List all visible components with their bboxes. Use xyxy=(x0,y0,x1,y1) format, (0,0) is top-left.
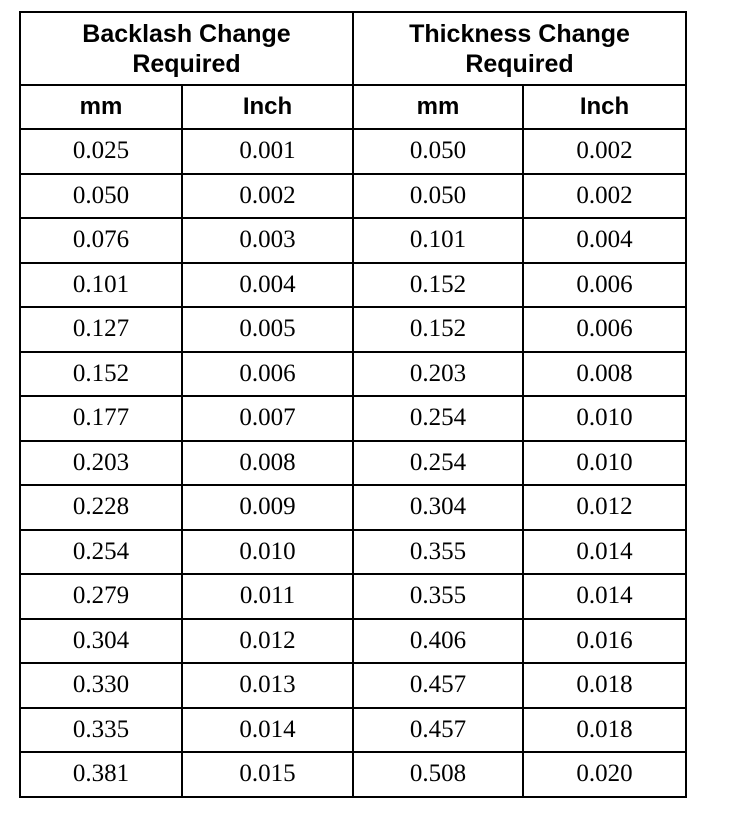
backlash-inch-cell: 0.011 xyxy=(182,574,353,619)
backlash-thickness-table xyxy=(19,11,687,798)
thickness-mm-cell: 0.304 xyxy=(353,485,523,530)
thickness-inch-cell: 0.010 xyxy=(523,396,686,441)
group-header-line: Backlash Change xyxy=(82,19,291,48)
thickness-inch-cell: 0.010 xyxy=(523,441,686,486)
thickness-inch-cell: 0.014 xyxy=(523,530,686,575)
thickness-mm-cell: 0.355 xyxy=(353,574,523,619)
table-row xyxy=(20,307,686,352)
table-row xyxy=(20,663,686,708)
group-header-row xyxy=(20,12,686,85)
group-header-line: Thickness Change xyxy=(409,19,630,48)
table-row xyxy=(20,396,686,441)
thickness-mm-cell: 0.050 xyxy=(353,174,523,219)
thickness-inch-cell: 0.008 xyxy=(523,352,686,397)
backlash-change-header xyxy=(20,12,353,85)
backlash-mm-cell: 0.127 xyxy=(20,307,182,352)
table-row xyxy=(20,530,686,575)
table-row xyxy=(20,619,686,664)
unit-header-row xyxy=(20,85,686,129)
backlash-mm-cell: 0.050 xyxy=(20,174,182,219)
backlash-inch-cell: 0.003 xyxy=(182,218,353,263)
thickness-inch-cell: 0.006 xyxy=(523,263,686,308)
thickness-mm-cell: 0.457 xyxy=(353,708,523,753)
table-body xyxy=(20,129,686,797)
unit-header-backlash-inch: Inch xyxy=(182,85,353,129)
table-row xyxy=(20,263,686,308)
thickness-change-header xyxy=(353,12,686,85)
table-row xyxy=(20,441,686,486)
backlash-inch-cell: 0.006 xyxy=(182,352,353,397)
backlash-inch-cell: 0.007 xyxy=(182,396,353,441)
backlash-mm-cell: 0.304 xyxy=(20,619,182,664)
thickness-inch-cell: 0.018 xyxy=(523,708,686,753)
thickness-inch-cell: 0.012 xyxy=(523,485,686,530)
thickness-mm-cell: 0.355 xyxy=(353,530,523,575)
backlash-inch-cell: 0.014 xyxy=(182,708,353,753)
table-row xyxy=(20,708,686,753)
thickness-inch-cell: 0.002 xyxy=(523,129,686,174)
thickness-mm-cell: 0.152 xyxy=(353,307,523,352)
backlash-mm-cell: 0.076 xyxy=(20,218,182,263)
table-row xyxy=(20,574,686,619)
thickness-mm-cell: 0.254 xyxy=(353,396,523,441)
thickness-mm-cell: 0.457 xyxy=(353,663,523,708)
thickness-mm-cell: 0.152 xyxy=(353,263,523,308)
backlash-inch-cell: 0.005 xyxy=(182,307,353,352)
backlash-inch-cell: 0.015 xyxy=(182,752,353,797)
thickness-inch-cell: 0.020 xyxy=(523,752,686,797)
unit-header-thickness-inch: Inch xyxy=(523,85,686,129)
thickness-mm-cell: 0.101 xyxy=(353,218,523,263)
backlash-inch-cell: 0.008 xyxy=(182,441,353,486)
thickness-mm-cell: 0.050 xyxy=(353,129,523,174)
backlash-mm-cell: 0.381 xyxy=(20,752,182,797)
thickness-inch-cell: 0.014 xyxy=(523,574,686,619)
thickness-inch-cell: 0.018 xyxy=(523,663,686,708)
thickness-inch-cell: 0.006 xyxy=(523,307,686,352)
group-header-line: Required xyxy=(465,49,574,78)
table-row xyxy=(20,218,686,263)
table-row xyxy=(20,485,686,530)
backlash-mm-cell: 0.025 xyxy=(20,129,182,174)
backlash-inch-cell: 0.001 xyxy=(182,129,353,174)
backlash-mm-cell: 0.228 xyxy=(20,485,182,530)
thickness-mm-cell: 0.508 xyxy=(353,752,523,797)
backlash-mm-cell: 0.330 xyxy=(20,663,182,708)
backlash-inch-cell: 0.013 xyxy=(182,663,353,708)
unit-header-thickness-mm: mm xyxy=(353,85,523,129)
thickness-mm-cell: 0.406 xyxy=(353,619,523,664)
backlash-mm-cell: 0.254 xyxy=(20,530,182,575)
backlash-mm-cell: 0.101 xyxy=(20,263,182,308)
unit-header-backlash-mm: mm xyxy=(20,85,182,129)
backlash-inch-cell: 0.010 xyxy=(182,530,353,575)
backlash-mm-cell: 0.152 xyxy=(20,352,182,397)
thickness-mm-cell: 0.254 xyxy=(353,441,523,486)
table-row xyxy=(20,174,686,219)
thickness-inch-cell: 0.004 xyxy=(523,218,686,263)
table-row xyxy=(20,129,686,174)
table-row xyxy=(20,752,686,797)
group-header-line: Required xyxy=(132,49,241,78)
backlash-inch-cell: 0.004 xyxy=(182,263,353,308)
backlash-mm-cell: 0.203 xyxy=(20,441,182,486)
backlash-mm-cell: 0.335 xyxy=(20,708,182,753)
backlash-inch-cell: 0.012 xyxy=(182,619,353,664)
backlash-inch-cell: 0.002 xyxy=(182,174,353,219)
thickness-mm-cell: 0.203 xyxy=(353,352,523,397)
backlash-mm-cell: 0.177 xyxy=(20,396,182,441)
thickness-inch-cell: 0.002 xyxy=(523,174,686,219)
thickness-inch-cell: 0.016 xyxy=(523,619,686,664)
table-row xyxy=(20,352,686,397)
backlash-mm-cell: 0.279 xyxy=(20,574,182,619)
backlash-inch-cell: 0.009 xyxy=(182,485,353,530)
